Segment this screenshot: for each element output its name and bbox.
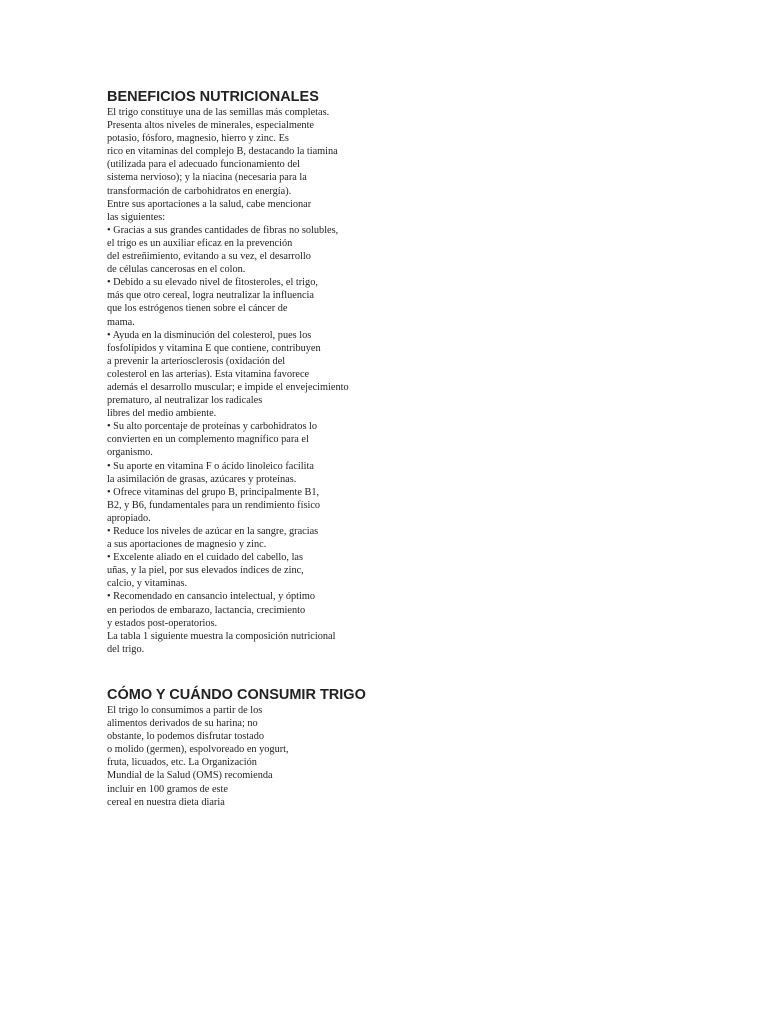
- text-line: las siguientes:: [107, 211, 166, 223]
- text-line: (utilizada para el adecuado funcionamiento del: [107, 159, 300, 171]
- section-heading: CÓMO Y CUÁNDO CONSUMIR TRIGO: [107, 687, 366, 703]
- text-line: de células cancerosas en el colon.: [107, 264, 246, 276]
- bullet-line: • Su alto porcentaje de proteínas y carbohidratos lo: [107, 421, 318, 433]
- bullet-line: • Su aporte en vitamina F o ácido linoleico facilita: [107, 460, 314, 472]
- text-line: convierten en un complemento magnífico para el: [107, 434, 309, 446]
- section-como-y-cuando-consumir: [107, 686, 407, 809]
- bullet-line: • Excelente aliado en el cuidado del cabello, las: [107, 552, 304, 564]
- section-body: [107, 704, 407, 809]
- text-line: fruta, licuados, etc. La Organización: [107, 757, 257, 769]
- text-line: fosfolípidos y vitamina E que contiene, contribuyen: [107, 342, 321, 354]
- text-line: incluir en 100 gramos de este: [107, 783, 228, 795]
- text-line: a prevenir la arteriosclerosis (oxidación del: [107, 355, 286, 367]
- text-line: Entre sus aportaciones a la salud, cabe mencionar: [107, 198, 312, 210]
- text-line: sistema nervioso); y la niacina (necesaria para la: [107, 172, 307, 184]
- text-line: que los estrógenos tienen sobre el cáncer de: [107, 303, 288, 315]
- text-line: la asimilación de grasas, azúcares y proteínas.: [107, 473, 297, 485]
- text-line: del trigo.: [107, 643, 145, 655]
- text-line: libres del medio ambiente.: [107, 408, 217, 420]
- bullet-line: • Reduce los niveles de azúcar en la sangre, gracias: [107, 526, 319, 537]
- text-line: más que otro cereal, logra neutralizar la influencia: [107, 290, 314, 302]
- text-line: potasio, fósforo, magnesio, hierro y zinc. Es: [107, 133, 289, 145]
- text-line: además el desarrollo muscular; e impide el envejecimiento: [107, 381, 349, 393]
- text-line: La tabla 1 siguiente muestra la composición nutricional: [107, 630, 336, 642]
- text-line: colesterol en las arterias). Esta vitamina favorece: [107, 368, 310, 380]
- text-line: prematuro, al neutralizar los radicales: [107, 395, 263, 407]
- text-line: del estreñimiento, evitando a su vez, el desarrollo: [107, 251, 311, 263]
- text-line: calcio, y vitaminas.: [107, 578, 188, 590]
- text-line: organismo.: [107, 447, 153, 459]
- text-line: alimentos derivados de su harina; no: [107, 718, 258, 730]
- text-line: El trigo constituye una de las semillas más completas.: [107, 107, 330, 118]
- bullet-line: • Debido a su elevado nivel de fitosteroles, el trigo,: [107, 277, 318, 289]
- section-beneficios-nutricionales: [107, 88, 407, 656]
- bullet-line: • Recomendado en cansancio intelectual, y óptimo: [107, 591, 316, 603]
- text-line: Mundial de la Salud (OMS) recomienda: [107, 770, 273, 782]
- section-body: [107, 106, 407, 656]
- text-line: en periodos de embarazo, lactancia, crecimiento: [107, 604, 306, 616]
- bullet-line: • Ofrece vitaminas del grupo B, principalmente B1,: [107, 486, 320, 498]
- text-line: y estados post-operatorios.: [107, 617, 218, 629]
- bullet-line: • Gracias a sus grandes cantidades de fibras no solubles,: [107, 224, 339, 236]
- text-line: apropiado.: [107, 512, 151, 524]
- text-line: el trigo es un auxiliar eficaz en la prevención: [107, 237, 293, 249]
- text-line: El trigo lo consumimos a partir de los: [107, 705, 263, 716]
- text-line: o molido (germen), espolvoreado en yogurt,: [107, 744, 289, 756]
- text-line: a sus aportaciones de magnesio y zinc.: [107, 539, 267, 551]
- text-line: B2, y B6, fundamentales para un rendimiento físico: [107, 499, 321, 511]
- text-line: mama.: [107, 316, 135, 328]
- bullet-line: • Ayuda en la disminución del colesterol, pues los: [107, 329, 312, 341]
- section-heading: BENEFICIOS NUTRICIONALES: [107, 89, 319, 105]
- text-line: rico en vitaminas del complejo B, destacando la tiamina: [107, 146, 338, 158]
- text-line: cereal en nuestra dieta diaria: [107, 796, 225, 808]
- text-line: obstante, lo podemos disfrutar tostado: [107, 731, 265, 743]
- text-line: Presenta altos niveles de minerales, especialmente: [107, 120, 315, 132]
- text-line: transformación de carbohidratos en energía).: [107, 185, 292, 197]
- text-line: uñas, y la piel, por sus elevados índices de zinc,: [107, 565, 304, 577]
